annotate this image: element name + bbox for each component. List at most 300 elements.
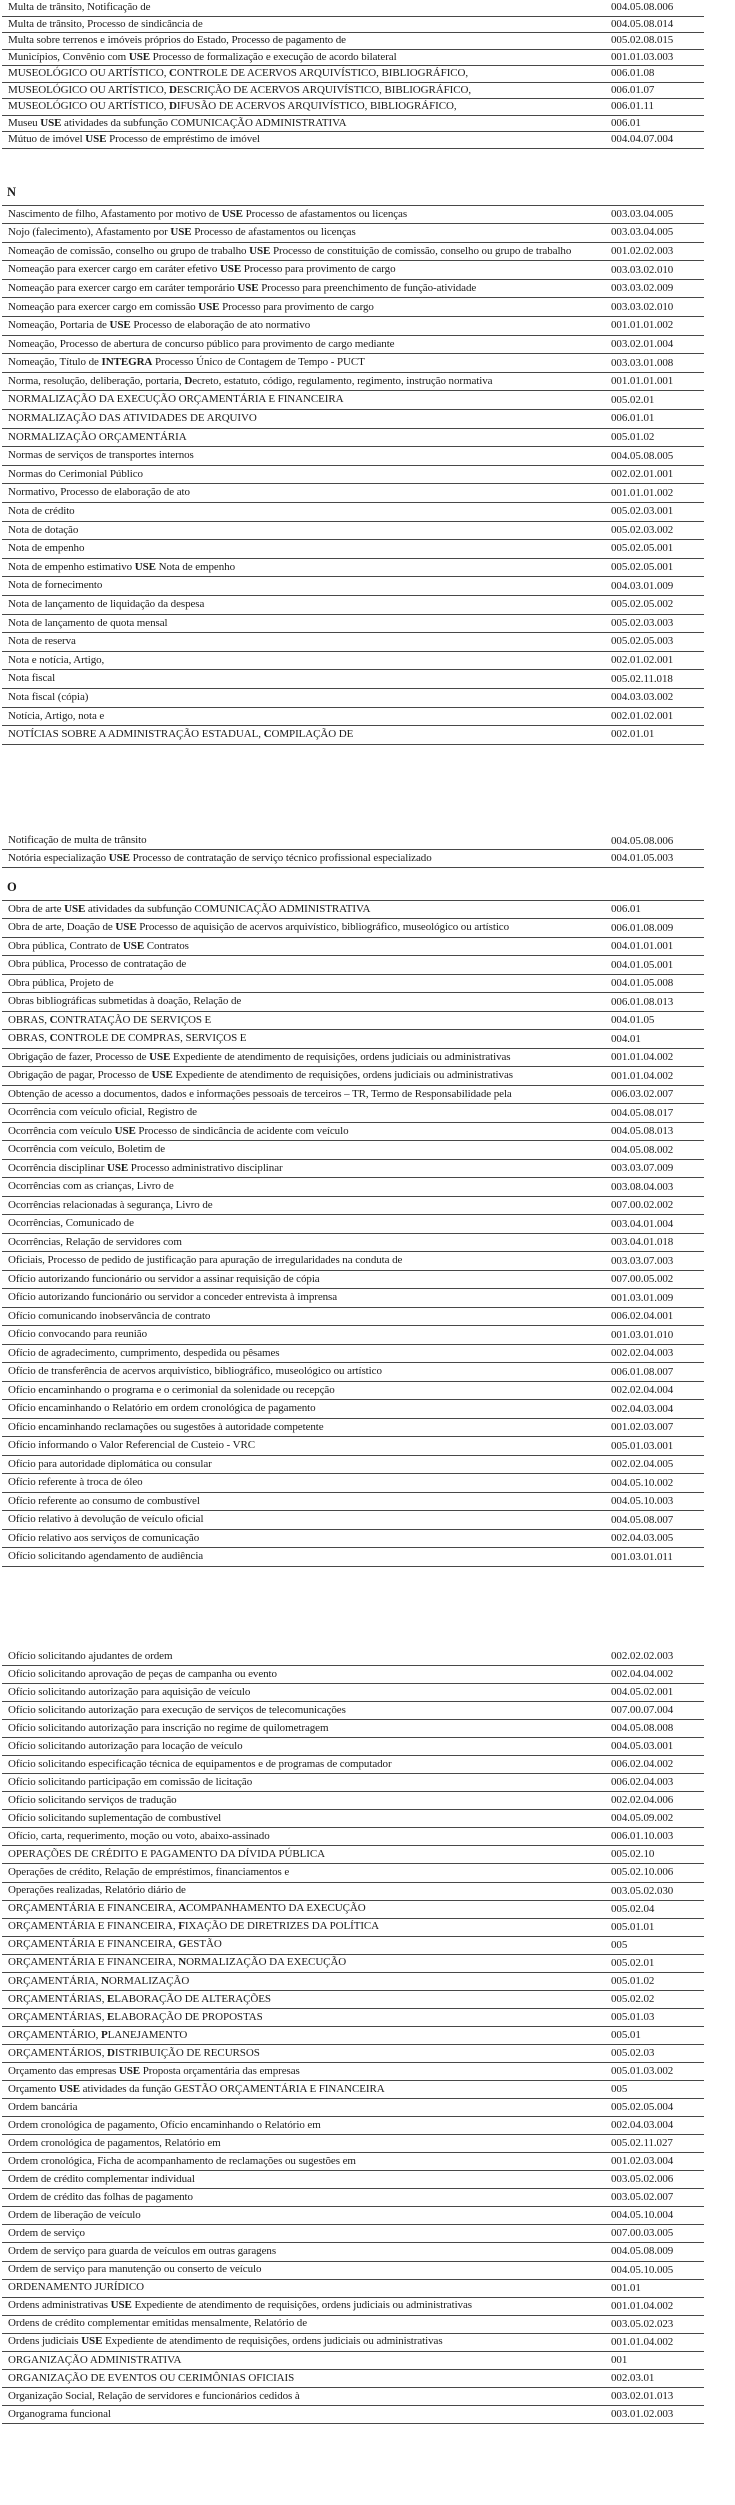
index-row: [2, 596, 704, 615]
index-row: [2, 2370, 704, 2388]
index-row: [2, 132, 704, 149]
code-cell: 005.02.11.018: [611, 672, 673, 685]
code-cell: 006.01.08.007: [611, 1365, 674, 1378]
index-row: [2, 850, 704, 868]
code-cell: 004.03.01.009: [611, 579, 674, 592]
term-cell: Mútuo de imóvel USE Processo de empréstimo de imóvel: [8, 133, 260, 145]
index-row: [2, 1756, 704, 1774]
index-row: [2, 1271, 704, 1290]
code-cell: 001.02.03.007: [611, 1421, 674, 1434]
term-cell: Ofício solicitando autorização para locação de veículo: [8, 1739, 243, 1752]
index-row: [2, 577, 704, 596]
code-cell: 001.03.01.010: [611, 1328, 674, 1341]
term-cell: Ofício solicitando serviços de tradução: [8, 1794, 177, 1807]
code-cell: 003.05.02.007: [611, 2191, 674, 2204]
code-cell: 003.02.01.004: [611, 337, 674, 350]
term-cell: Ofício solicitando suplementação de combustível: [8, 1812, 222, 1825]
index-row: [2, 1973, 704, 1991]
index-row: [2, 540, 704, 559]
code-cell: 003.03.01.008: [611, 356, 674, 369]
index-row: [2, 354, 704, 373]
code-cell: 001.01.01.002: [611, 319, 674, 332]
index-row: [2, 2243, 704, 2261]
code-cell: 002.04.03.004: [611, 1402, 674, 1415]
code-cell: 003.03.02.010: [611, 300, 674, 313]
term-cell: Normas de serviços de transportes internos: [8, 449, 194, 462]
term-cell: Normas do Cerimonial Público: [8, 467, 143, 480]
code-cell: 006.01.08.009: [611, 921, 674, 934]
index-row: [2, 1067, 704, 1086]
code-cell: 004.05.08.017: [611, 1106, 674, 1119]
code-cell: 002.02.04.003: [611, 1347, 674, 1360]
code-cell: 002.04.03.005: [611, 1532, 674, 1545]
code-cell: 006.01.08.013: [611, 995, 674, 1008]
index-row: [2, 1363, 704, 1382]
code-cell: 005.02.03.001: [611, 505, 674, 518]
index-row: [2, 2063, 704, 2081]
index-row: [2, 1648, 704, 1666]
code-cell: 005.01.03: [611, 2010, 655, 2023]
term-cell: Oficiais, Processo de pedido de justificação para apuração de irregularidades na conduta de: [8, 1254, 403, 1267]
index-row: [2, 336, 704, 355]
term-cell: Notícia, Artigo, nota e: [8, 709, 105, 722]
term-cell: OBRAS, CONTRATAÇÃO DE SERVIÇOS E: [8, 1013, 212, 1026]
term-cell: Ofício para autoridade diplomática ou consular: [8, 1457, 212, 1470]
index-row: [2, 901, 704, 920]
code-cell: 002.04.03.004: [611, 2119, 674, 2132]
code-cell: 007.00.03.005: [611, 2227, 674, 2240]
index-row: [2, 1846, 704, 1864]
code-cell: 002.01.01: [611, 728, 655, 741]
term-cell: Orçamento USE atividades da função GESTÃO ORÇAMENTÁRIA E FINANCEIRA: [8, 2082, 385, 2095]
term-cell: Nota de fornecimento: [8, 579, 103, 592]
index-row: [2, 1511, 704, 1530]
index-row: [2, 83, 704, 100]
index-row: [2, 938, 704, 957]
term-cell: ORÇAMENTÁRIA E FINANCEIRA, GESTÃO: [8, 1938, 222, 1951]
index-row: [2, 1160, 704, 1179]
code-cell: 002.02.04.004: [611, 1384, 674, 1397]
term-cell: Nota de empenho: [8, 542, 85, 555]
index-row: [2, 1548, 704, 1567]
code-cell: 005.02.05.003: [611, 635, 674, 648]
term-cell: Operações de crédito, Relação de empréstimos, financiamentos e: [8, 1866, 290, 1879]
code-cell: 005.02.02: [611, 1992, 655, 2005]
index-row: [2, 2334, 704, 2352]
document-page: [2, 0, 704, 2424]
index-row: [2, 2189, 704, 2207]
term-cell: Ofício solicitando especificação técnica de equipamentos e de programas de computador: [8, 1757, 392, 1770]
code-cell: 005: [611, 2083, 628, 2096]
term-cell: Nomeação para exercer cargo em caráter efetivo USE Processo para provimento de cargo: [8, 263, 396, 276]
page-break-gap: [2, 745, 704, 833]
term-cell: Ofício encaminhando o Relatório em ordem cronológica de pagamento: [8, 1402, 316, 1415]
index-row: [2, 1326, 704, 1345]
term-cell: Obrigação de fazer, Processo de USE Expediente de atendimento de requisições, ordens judiciais ou administrativas: [8, 1050, 511, 1063]
index-row: [2, 1702, 704, 1720]
index-row: [2, 1919, 704, 1937]
code-cell: 003.01.02.003: [611, 2407, 674, 2420]
code-cell: 003.03.07.009: [611, 1162, 674, 1175]
code-cell: 003.03.04.005: [611, 226, 674, 239]
term-cell: Ofício relativo aos serviços de comunicação: [8, 1531, 200, 1544]
index-row: [2, 2009, 704, 2027]
term-cell: Nascimento de filho, Afastamento por motivo de USE Processo de afastamentos ou licenças: [8, 207, 408, 220]
term-cell: Multa de trânsito, Notificação de: [8, 1, 151, 13]
term-cell: Obras bibliográficas submetidas à doação, Relação de: [8, 995, 242, 1008]
term-cell: Ofício referente ao consumo de combustível: [8, 1494, 200, 1507]
term-cell: Ofício encaminhando o programa e o cerimonial da solenidade ou recepção: [8, 1383, 335, 1396]
term-cell: NOTÍCIAS SOBRE A ADMINISTRAÇÃO ESTADUAL, COMPILAÇÃO DE: [8, 728, 354, 741]
index-row: [2, 1215, 704, 1234]
code-cell: 004.05.09.002: [611, 1812, 674, 1825]
code-cell: 005.01.01: [611, 1920, 655, 1933]
index-row: [2, 429, 704, 448]
term-cell: Nota de reserva: [8, 635, 76, 648]
code-cell: 005.02.11.027: [611, 2137, 673, 2150]
index-table: [2, 205, 704, 745]
index-row: [2, 1197, 704, 1216]
index-table: [2, 0, 704, 149]
index-row: [2, 956, 704, 975]
index-row: [2, 708, 704, 727]
term-cell: MUSEOLÓGICO OU ARTÍSTICO, CONTROLE DE ACERVOS ARQUIVÍSTICO, BIBLIOGRÁFICO,: [8, 67, 469, 79]
term-cell: Ofício convocando para reunião: [8, 1328, 148, 1341]
code-cell: 004.05.08.006: [611, 834, 674, 847]
code-cell: 004.05.10.005: [611, 2263, 674, 2276]
code-cell: 006.01.01: [611, 412, 655, 425]
code-cell: 006.02.04.001: [611, 1310, 674, 1323]
index-row: [2, 2117, 704, 2135]
term-cell: Nomeação, Título de INTEGRA Processo Único de Contagem de Tempo - PUCT: [8, 356, 365, 369]
index-row: [2, 1684, 704, 1702]
index-row: [2, 2153, 704, 2171]
code-cell: 006.01: [611, 116, 641, 129]
code-cell: 003.05.02.006: [611, 2173, 674, 2186]
index-row: [2, 1382, 704, 1401]
code-cell: 001.01: [611, 2281, 641, 2294]
index-row: [2, 833, 704, 851]
code-cell: 003.03.04.005: [611, 207, 674, 220]
code-cell: 004.03.03.002: [611, 691, 674, 704]
code-cell: 005.02.01: [611, 1956, 655, 1969]
term-cell: Obra de arte, Doação de USE Processo de aquisição de acervos arquivístico, bibliográfico, museológico ou artístico: [8, 921, 510, 934]
index-row: [2, 1883, 704, 1901]
code-cell: 001.01.04.002: [611, 1069, 674, 1082]
code-cell: 003.03.07.003: [611, 1254, 674, 1267]
code-cell: 002.02.04.005: [611, 1458, 674, 1471]
term-cell: Museu USE atividades da subfunção COMUNICAÇÃO ADMINISTRATIVA: [8, 116, 347, 129]
term-cell: Ofício solicitando autorização para inscrição no regime de quilometragem: [8, 1721, 329, 1734]
index-row: [2, 1792, 704, 1810]
code-cell: 002.04.04.002: [611, 1667, 674, 1680]
code-cell: 004.05.08.014: [611, 17, 674, 30]
index-row: [2, 615, 704, 634]
index-row: [2, 975, 704, 994]
term-cell: ORÇAMENTÁRIA E FINANCEIRA, NORMALIZAÇÃO DA EXECUÇÃO: [8, 1956, 347, 1969]
code-cell: 001.02.03.004: [611, 2155, 674, 2168]
code-cell: 005.01.03.002: [611, 2065, 674, 2077]
index-row: [2, 1828, 704, 1846]
index-row: [2, 1419, 704, 1438]
code-cell: 006.03.02.007: [611, 1088, 674, 1101]
term-cell: ORÇAMENTÁRIAS, ELABORAÇÃO DE ALTERAÇÕES: [8, 1992, 271, 2005]
code-cell: 003.03.02.009: [611, 282, 674, 295]
index-row: [2, 447, 704, 466]
code-cell: 001.01.01.002: [611, 486, 674, 499]
code-cell: 005.02.05.001: [611, 561, 674, 574]
index-row: [2, 1252, 704, 1271]
index-row: [2, 1937, 704, 1955]
term-cell: Ofício de transferência de acervos arquivístico, bibliográfico, museológico ou artístico: [8, 1365, 382, 1378]
index-row: [2, 2027, 704, 2045]
index-row: [2, 2099, 704, 2117]
term-cell: MUSEOLÓGICO OU ARTÍSTICO, DESCRIÇÃO DE ACERVOS ARQUIVÍSTICO, BIBLIOGRÁFICO,: [8, 83, 472, 96]
code-cell: 004.01: [611, 1032, 641, 1045]
index-row: [2, 1400, 704, 1419]
index-row: [2, 2280, 704, 2298]
index-row: [2, 243, 704, 262]
code-cell: 002.01.02.001: [611, 709, 674, 722]
term-cell: OPERAÇÕES DE CRÉDITO E PAGAMENTO DA DÍVIDA PÚBLICA: [8, 1848, 325, 1861]
index-table: [2, 900, 704, 1567]
code-cell: 003.04.01.018: [611, 1236, 674, 1249]
code-cell: 004.05.08.009: [611, 2245, 674, 2258]
term-cell: Nomeação, Portaria de USE Processo de elaboração de ato normativo: [8, 319, 311, 332]
term-cell: Ordem de serviço para manutenção ou conserto de veículo: [8, 2263, 262, 2276]
term-cell: Nota de lançamento de quota mensal: [8, 616, 168, 629]
term-cell: Ofício solicitando aprovação de peças de campanha ou evento: [8, 1667, 277, 1680]
index-row: [2, 559, 704, 578]
index-row: [2, 484, 704, 503]
code-cell: 004.01.05.003: [611, 852, 674, 865]
code-cell: 005.02.10.006: [611, 1866, 674, 1879]
index-row: [2, 1178, 704, 1197]
code-cell: 006.01.07: [611, 83, 655, 96]
code-cell: 002.02.02.003: [611, 1649, 674, 1662]
index-row: [2, 280, 704, 299]
term-cell: Ofício de agradecimento, cumprimento, despedida ou pêsames: [8, 1346, 280, 1359]
term-cell: Ocorrências, Relação de servidores com: [8, 1235, 182, 1248]
code-cell: 004.05.10.004: [611, 2209, 674, 2222]
code-cell: 001.01.04.002: [611, 1051, 674, 1064]
term-cell: Ordem cronológica, Ficha de acompanhamento de reclamações ou sugestões em: [8, 2154, 356, 2167]
code-cell: 004.01.01.001: [611, 940, 674, 953]
term-cell: Municípios, Convênio com USE Processo de formalização e execução de acordo bilateral: [8, 50, 397, 63]
index-row: [2, 33, 704, 50]
term-cell: Ordem cronológica de pagamento, Ofício encaminhando o Relatório em: [8, 2118, 321, 2131]
code-cell: 003.05.02.030: [611, 1884, 674, 1897]
index-row: [2, 1810, 704, 1828]
index-row: [2, 1086, 704, 1105]
code-cell: 004.01.05.008: [611, 977, 674, 990]
code-cell: 004.01.05: [611, 1014, 655, 1027]
code-cell: 005.02.03.003: [611, 616, 674, 629]
term-cell: Nomeação de comissão, conselho ou grupo de trabalho USE Processo de constituição de comissão, conselho ou grupo de trabalho: [8, 244, 572, 257]
code-cell: 004.05.08.006: [611, 1, 674, 14]
index-row: [2, 1456, 704, 1475]
term-cell: Ordem de crédito complementar individual: [8, 2173, 195, 2186]
index-row: [2, 2225, 704, 2243]
term-cell: Norma, resolução, deliberação, portaria, Decreto, estatuto, código, regulamento, regimento, instrução normativa: [8, 374, 493, 387]
code-cell: 005.02.03: [611, 2046, 655, 2059]
term-cell: Ofício encaminhando reclamações ou sugestões à autoridade competente: [8, 1420, 324, 1433]
term-cell: Ordem de liberação de veículo: [8, 2209, 141, 2222]
index-row: [2, 1474, 704, 1493]
term-cell: OBRAS, CONTROLE DE COMPRAS, SERVIÇOS E: [8, 1032, 247, 1045]
code-cell: 005.01.02: [611, 430, 655, 443]
term-cell: Ofício comunicando inobservância de contrato: [8, 1309, 211, 1322]
term-cell: Nomeação para exercer cargo em comissão USE Processo para provimento de cargo: [8, 300, 374, 313]
index-row: [2, 689, 704, 708]
section-letter-heading: N: [7, 184, 16, 199]
index-row: [2, 1666, 704, 1684]
index-row: [2, 116, 704, 133]
index-row: [2, 373, 704, 392]
code-cell: 004.05.08.008: [611, 1722, 674, 1735]
code-cell: 005.02.05.001: [611, 542, 674, 555]
code-cell: 006.01.11: [611, 100, 654, 113]
code-cell: 005.02.04: [611, 1902, 655, 1915]
term-cell: Multa sobre terrenos e imóveis próprios do Estado, Processo de pagamento de: [8, 34, 346, 46]
term-cell: Ofício autorizando funcionário ou servidor a conceder entrevista à imprensa: [8, 1291, 338, 1304]
term-cell: Ocorrência com veículo USE Processo de sindicância de acidente com veículo: [8, 1124, 349, 1137]
code-cell: 005: [611, 1938, 628, 1951]
term-cell: Notificação de multa de trânsito: [8, 834, 147, 847]
index-row: [2, 993, 704, 1012]
term-cell: Ocorrência com veículo oficial, Registro de: [8, 1106, 197, 1119]
term-cell: Ocorrência disciplinar USE Processo administrativo disciplinar: [8, 1161, 283, 1174]
term-cell: Nota de empenho estimativo USE Nota de empenho: [8, 560, 235, 573]
term-cell: Ofício informando o Valor Referencial de Custeio - VRC: [8, 1439, 255, 1452]
code-cell: 006.02.04.002: [611, 1758, 674, 1771]
code-cell: 004.04.07.004: [611, 133, 674, 146]
index-row: [2, 652, 704, 671]
code-cell: 005.02.05.004: [611, 2101, 674, 2114]
index-table: [2, 833, 704, 868]
index-row: [2, 2135, 704, 2153]
index-row: [2, 50, 704, 67]
index-row: [2, 298, 704, 317]
term-cell: Ordens de crédito complementar emitidas mensalmente, Relatório de: [8, 2317, 308, 2330]
index-row: [2, 1030, 704, 1049]
code-cell: 005.01.03.001: [611, 1439, 674, 1452]
section-letter-heading: O: [7, 879, 17, 894]
term-cell: Ordem de serviço: [8, 2227, 85, 2240]
index-row: [2, 1104, 704, 1123]
index-row: [2, 1289, 704, 1308]
term-cell: ORÇAMENTÁRIOS, DISTRIBUIÇÃO DE RECURSOS: [8, 2046, 260, 2059]
term-cell: ORDENAMENTO JURÍDICO: [8, 2281, 145, 2294]
index-row: [2, 224, 704, 243]
code-cell: 004.05.08.005: [611, 449, 674, 462]
index-row: [2, 503, 704, 522]
index-row: [2, 670, 704, 689]
index-row: [2, 1308, 704, 1327]
term-cell: Nota de lançamento de liquidação da despesa: [8, 598, 205, 611]
term-cell: NORMALIZAÇÃO ORÇAMENTÁRIA: [8, 430, 187, 443]
code-cell: 001.03.01.011: [611, 1550, 673, 1563]
term-cell: Obtenção de acesso a documentos, dados e informações pessoais de terceiros – TR, Termo de Responsabilidade pela: [8, 1087, 512, 1100]
code-cell: 001: [611, 2353, 628, 2366]
code-cell: 002.02.01.001: [611, 468, 674, 481]
code-cell: 001.01.03.003: [611, 50, 674, 63]
term-cell: Nota de dotação: [8, 523, 79, 536]
term-cell: Nota e notícia, Artigo,: [8, 653, 105, 666]
code-cell: 004.05.03.001: [611, 1740, 674, 1753]
term-cell: Ofício solicitando participação em comissão de licitação: [8, 1776, 253, 1788]
index-row: [2, 1955, 704, 1973]
code-cell: 006.01.10.003: [611, 1830, 674, 1843]
code-cell: 001.01.04.002: [611, 2335, 674, 2348]
code-cell: 004.05.08.002: [611, 1143, 674, 1156]
index-row: [2, 2298, 704, 2316]
code-cell: 002.02.04.006: [611, 1794, 674, 1807]
term-cell: ORGANIZAÇÃO ADMINISTRATIVA: [8, 2353, 182, 2366]
code-cell: 002.03.01: [611, 2371, 655, 2384]
code-cell: 001.01.04.002: [611, 2299, 674, 2312]
term-cell: Organização Social, Relação de servidores e funcionários cedidos à: [8, 2389, 300, 2402]
index-row: [2, 17, 704, 34]
index-row: [2, 466, 704, 485]
term-cell: Ocorrências relacionadas à segurança, Livro de: [8, 1198, 213, 1211]
index-row: [2, 633, 704, 652]
index-row: [2, 66, 704, 83]
term-cell: ORÇAMENTÁRIA E FINANCEIRA, FIXAÇÃO DE DIRETRIZES DA POLÍTICA: [8, 1920, 380, 1933]
code-cell: 006.01: [611, 903, 641, 916]
term-cell: Orçamento das empresas USE Proposta orçamentária das empresas: [8, 2064, 300, 2077]
code-cell: 001.01.01.001: [611, 375, 674, 388]
term-cell: Ofício solicitando autorização para aquisição de veículo: [8, 1685, 251, 1698]
code-cell: 007.00.05.002: [611, 1273, 674, 1286]
term-cell: Nota de crédito: [8, 505, 75, 518]
index-row: [2, 726, 704, 745]
term-cell: Ofício solicitando agendamento de audiência: [8, 1550, 204, 1563]
term-cell: Ocorrência com veículo, Boletim de: [8, 1143, 166, 1156]
index-row: [2, 522, 704, 541]
index-row: [2, 2045, 704, 2063]
index-row: [2, 1049, 704, 1068]
index-row: [2, 1901, 704, 1919]
index-row: [2, 2081, 704, 2099]
term-cell: ORÇAMENTÁRIA E FINANCEIRA, ACOMPANHAMENTO DA EXECUÇÃO: [8, 1902, 366, 1915]
code-cell: 004.05.10.003: [611, 1495, 674, 1508]
index-row: [2, 2207, 704, 2225]
index-row: [2, 317, 704, 336]
term-cell: Nomeação para exercer cargo em caráter temporário USE Processo para preenchimento de função-atividade: [8, 281, 477, 294]
index-row: [2, 391, 704, 410]
term-cell: Ofício, carta, requerimento, moção ou voto, abaixo-assinado: [8, 1830, 270, 1843]
code-cell: 004.01.05.001: [611, 958, 674, 971]
index-row: [2, 2316, 704, 2334]
code-cell: 005.02.01: [611, 393, 655, 406]
index-row: [2, 2171, 704, 2189]
term-cell: Nota fiscal (cópia): [8, 690, 89, 703]
term-cell: Nomeação, Processo de abertura de concurso público para provimento de cargo mediante: [8, 337, 395, 350]
term-cell: Ofício autorizando funcionário ou servidor a assinar requisição de cópia: [8, 1272, 320, 1285]
code-cell: 001.02.02.003: [611, 244, 674, 257]
term-cell: ORÇAMENTÁRIA, NORMALIZAÇÃO: [8, 1974, 190, 1987]
index-row: [2, 1720, 704, 1738]
index-row: [2, 2352, 704, 2370]
index-row: [2, 1234, 704, 1253]
term-cell: Operações realizadas, Relatório diário de: [8, 1884, 186, 1897]
term-cell: ORGANIZAÇÃO DE EVENTOS OU CERIMÔNIAS OFICIAIS: [8, 2371, 295, 2384]
term-cell: Ordem de crédito das folhas de pagamento: [8, 2191, 193, 2204]
index-row: [2, 1141, 704, 1160]
code-cell: 003.02.01.013: [611, 2389, 674, 2402]
index-row: [2, 1123, 704, 1142]
